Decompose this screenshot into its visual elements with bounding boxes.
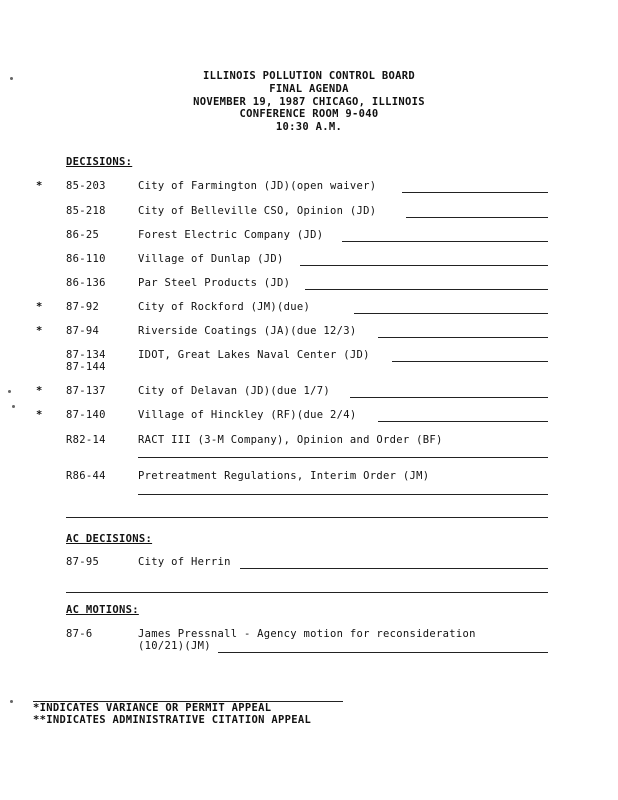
agenda-row bbox=[0, 253, 618, 269]
case-title: Forest Electric Company (JD) bbox=[138, 229, 324, 241]
scan-speck bbox=[10, 700, 13, 703]
agenda-row bbox=[0, 229, 618, 245]
rule-line bbox=[138, 457, 548, 458]
board-name: ILLINOIS POLLUTION CONTROL BOARD bbox=[203, 70, 415, 82]
variance-marker: * bbox=[36, 409, 43, 421]
rule-line bbox=[378, 337, 548, 338]
case-title: City of Farmington (JD)(open waiver) bbox=[138, 180, 377, 192]
meeting-date-place: NOVEMBER 19, 1987 CHICAGO, ILLINOIS bbox=[193, 96, 425, 108]
case-number: 87-95 bbox=[66, 556, 100, 568]
case-title: City of Rockford (JM)(due) bbox=[138, 301, 311, 313]
case-number: 85-203 bbox=[66, 180, 106, 192]
variance-marker: * bbox=[36, 180, 43, 192]
case-title: Par Steel Products (JD) bbox=[138, 277, 291, 289]
case-title: City of Belleville CSO, Opinion (JD) bbox=[138, 205, 377, 217]
case-title: City of Delavan (JD)(due 1/7) bbox=[138, 385, 331, 397]
case-title: RACT III (3-M Company), Opinion and Order (BF) bbox=[138, 434, 443, 446]
ac-decisions-heading: AC DECISIONS: bbox=[66, 533, 153, 545]
rule-line bbox=[300, 265, 548, 266]
case-number: 86-136 bbox=[66, 277, 106, 289]
agenda-row bbox=[0, 277, 618, 293]
case-number: 85-218 bbox=[66, 205, 106, 217]
rule-line bbox=[350, 397, 548, 398]
case-number: 87-6 bbox=[66, 628, 93, 640]
case-title-continued: (10/21)(JM) bbox=[138, 640, 211, 652]
rule-line bbox=[354, 313, 548, 314]
case-number: 87-134 87-144 bbox=[66, 349, 106, 373]
case-number: 87-92 bbox=[66, 301, 100, 313]
case-title: Village of Hinckley (RF)(due 2/4) bbox=[138, 409, 357, 421]
agenda-row bbox=[0, 180, 618, 196]
rule-line bbox=[406, 217, 548, 218]
case-title: City of Herrin bbox=[138, 556, 231, 568]
case-number: 87-94 bbox=[66, 325, 100, 337]
case-number: 86-110 bbox=[66, 253, 106, 265]
rule-line bbox=[402, 192, 548, 193]
agenda-row bbox=[0, 325, 618, 341]
rule-line bbox=[66, 592, 548, 593]
ac-motions-heading: AC MOTIONS: bbox=[66, 604, 139, 616]
rule-line bbox=[240, 568, 548, 569]
agenda-row bbox=[0, 556, 618, 572]
agenda-row bbox=[0, 409, 618, 425]
rule-line bbox=[305, 289, 548, 290]
agenda-row bbox=[0, 205, 618, 221]
footnote-citation: **INDICATES ADMINISTRATIVE CITATION APPEAL bbox=[33, 714, 312, 726]
variance-marker: * bbox=[36, 301, 43, 313]
case-title: Pretreatment Regulations, Interim Order (JM) bbox=[138, 470, 430, 482]
case-title: IDOT, Great Lakes Naval Center (JD) bbox=[138, 349, 370, 361]
agenda-row bbox=[0, 301, 618, 317]
agenda-title: FINAL AGENDA bbox=[269, 83, 349, 95]
scan-speck bbox=[12, 405, 15, 408]
case-title: Riverside Coatings (JA)(due 12/3) bbox=[138, 325, 357, 337]
agenda-row bbox=[0, 470, 618, 486]
agenda-row bbox=[0, 628, 618, 656]
rule-line bbox=[218, 652, 548, 653]
footnote-variance: *INDICATES VARIANCE OR PERMIT APPEAL bbox=[33, 702, 272, 714]
variance-marker: * bbox=[36, 385, 43, 397]
agenda-row bbox=[0, 434, 618, 450]
case-title: James Pressnall - Agency motion for reconsideration bbox=[138, 628, 476, 640]
variance-marker: * bbox=[36, 325, 43, 337]
case-number: R82-14 bbox=[66, 434, 106, 446]
decisions-heading: DECISIONS: bbox=[66, 156, 133, 168]
rule-line bbox=[138, 494, 548, 495]
case-number: R86-44 bbox=[66, 470, 106, 482]
meeting-room: CONFERENCE ROOM 9-040 bbox=[239, 108, 379, 120]
case-title: Village of Dunlap (JD) bbox=[138, 253, 284, 265]
agenda-row bbox=[0, 385, 618, 401]
rule-line bbox=[378, 421, 548, 422]
case-number: 87-137 bbox=[66, 385, 106, 397]
rule-line bbox=[392, 361, 548, 362]
agenda-row bbox=[0, 349, 618, 377]
case-number: 87-140 bbox=[66, 409, 106, 421]
rule-line bbox=[66, 517, 548, 518]
case-number: 86-25 bbox=[66, 229, 100, 241]
meeting-time: 10:30 A.M. bbox=[275, 121, 343, 133]
rule-line bbox=[342, 241, 548, 242]
